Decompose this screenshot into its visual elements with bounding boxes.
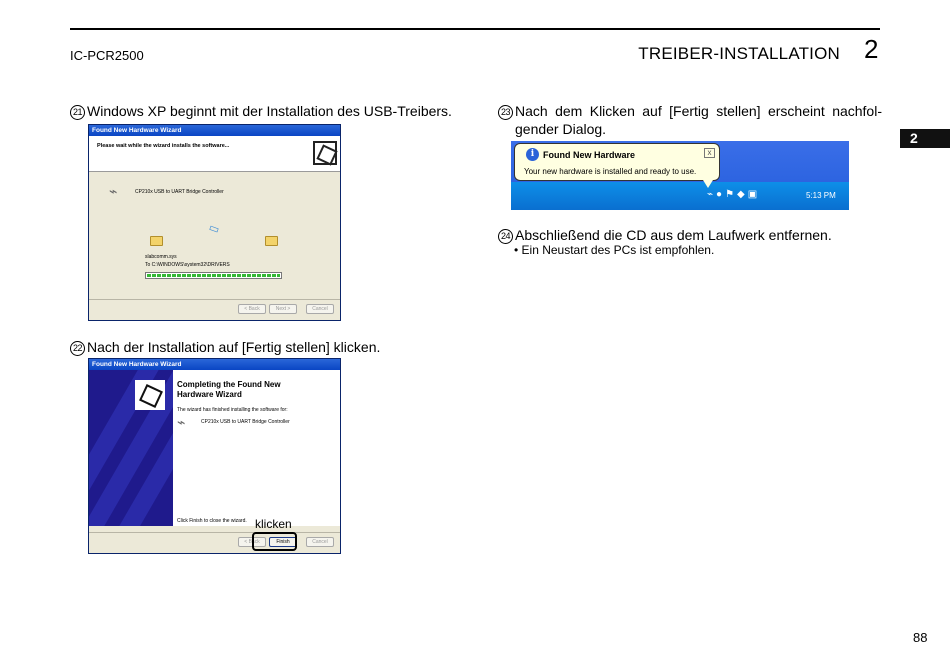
wizard-title-bar: Found New Hardware Wizard [89, 359, 340, 370]
chapter-tab: 2 [900, 129, 950, 148]
wizard-content [173, 370, 341, 526]
section-number: 2 [864, 34, 879, 64]
step-text: Abschließend die CD aus dem Laufwerk entfernen. [515, 227, 832, 243]
step-number: 21 [70, 105, 85, 120]
install-progress-bar [145, 272, 282, 279]
wizard-installing-screenshot [88, 124, 341, 321]
taskbar-tray [511, 182, 849, 210]
step-text-continued: gender Dialog. [515, 121, 607, 137]
wizard-completing-screenshot [88, 358, 341, 554]
step-text: Nach dem Klicken auf [Fertig stellen] erscheint nachfol- [515, 103, 882, 119]
header-rule [70, 28, 880, 30]
network-tray-icon: ● [716, 189, 726, 200]
device-name: CP210x USB to UART Bridge Controller [135, 189, 224, 195]
button-separator [89, 299, 340, 300]
notification-title: Found New Hardware [543, 150, 636, 160]
button-separator [89, 532, 340, 533]
step-24 [498, 226, 832, 244]
monitor-tray-icon: ▣ [747, 189, 761, 200]
destination-folder-icon [265, 236, 278, 246]
step-text: Windows XP beginnt mit der Installation des USB-Treibers. [87, 103, 452, 119]
step-number-wrap [498, 102, 515, 120]
wizard-title-bar: Found New Hardware Wizard [89, 125, 340, 136]
back-button[interactable]: < Back [238, 304, 266, 314]
wizard-heading [177, 380, 281, 400]
finish-button[interactable]: Finish [269, 537, 297, 547]
step-number: 23 [498, 105, 513, 120]
file-name: slabcomm.sys [145, 254, 177, 260]
close-hint: Click Finish to close the wizard. [177, 518, 247, 524]
balloon-tail [703, 180, 713, 188]
usb-cable-icon: ⌁ [109, 183, 118, 199]
tray-icons [707, 189, 760, 200]
step-text: Nach der Installation auf [Fertig stellen] klicken. [87, 339, 381, 355]
cancel-button[interactable]: Cancel [306, 537, 334, 547]
wizard-hardware-icon [135, 380, 165, 410]
restart-note: • Ein Neustart des PCs ist empfohlen. [514, 243, 715, 257]
wizard-buttons [238, 304, 334, 314]
heading-line-2: Hardware Wizard [177, 390, 242, 399]
finished-text: The wizard has finished installing the software for: [177, 407, 288, 413]
info-icon: i [526, 148, 539, 161]
security-tray-icon: ⚑ [725, 189, 738, 200]
destination-path: To C:\WINDOWS\system32\DRIVERS [145, 262, 230, 268]
back-button[interactable]: < Back [238, 537, 266, 547]
step-21 [70, 102, 452, 120]
model-name: IC-PCR2500 [70, 48, 144, 63]
step-line-1 [498, 102, 882, 120]
device-name: CP210x USB to UART Bridge Controller [201, 419, 290, 425]
source-folder-icon [150, 236, 163, 246]
shield-tray-icon: ◆ [737, 189, 748, 200]
step-number: 24 [498, 229, 513, 244]
wizard-header-text: Please wait while the wizard installs the software... [97, 143, 230, 149]
close-icon[interactable]: x [704, 148, 715, 158]
progress-fill [147, 274, 280, 277]
usb-tray-icon: ⌁ [707, 189, 717, 200]
heading-line-1: Completing the Found New [177, 380, 281, 389]
page-number: 88 [913, 630, 928, 645]
step-number: 22 [70, 341, 85, 356]
tray-clock: 5:13 PM [806, 191, 836, 200]
flying-file-icon: ▭ [207, 221, 221, 237]
cancel-button[interactable]: Cancel [306, 304, 334, 314]
hardware-icon [313, 141, 337, 165]
finish-highlight-frame [252, 532, 297, 551]
wizard-side-panel [89, 370, 173, 526]
notification-screenshot [511, 141, 849, 210]
notification-body: Your new hardware is installed and ready to use. [524, 167, 697, 176]
step-23 [498, 102, 882, 138]
step-22 [70, 338, 380, 356]
usb-cable-icon: ⌁ [177, 414, 186, 430]
section-title: TREIBER-INSTALLATION [638, 44, 840, 63]
wizard-header [89, 136, 340, 172]
click-callout: klicken [255, 517, 292, 531]
next-button[interactable]: Next > [269, 304, 297, 314]
notification-balloon [514, 143, 720, 181]
